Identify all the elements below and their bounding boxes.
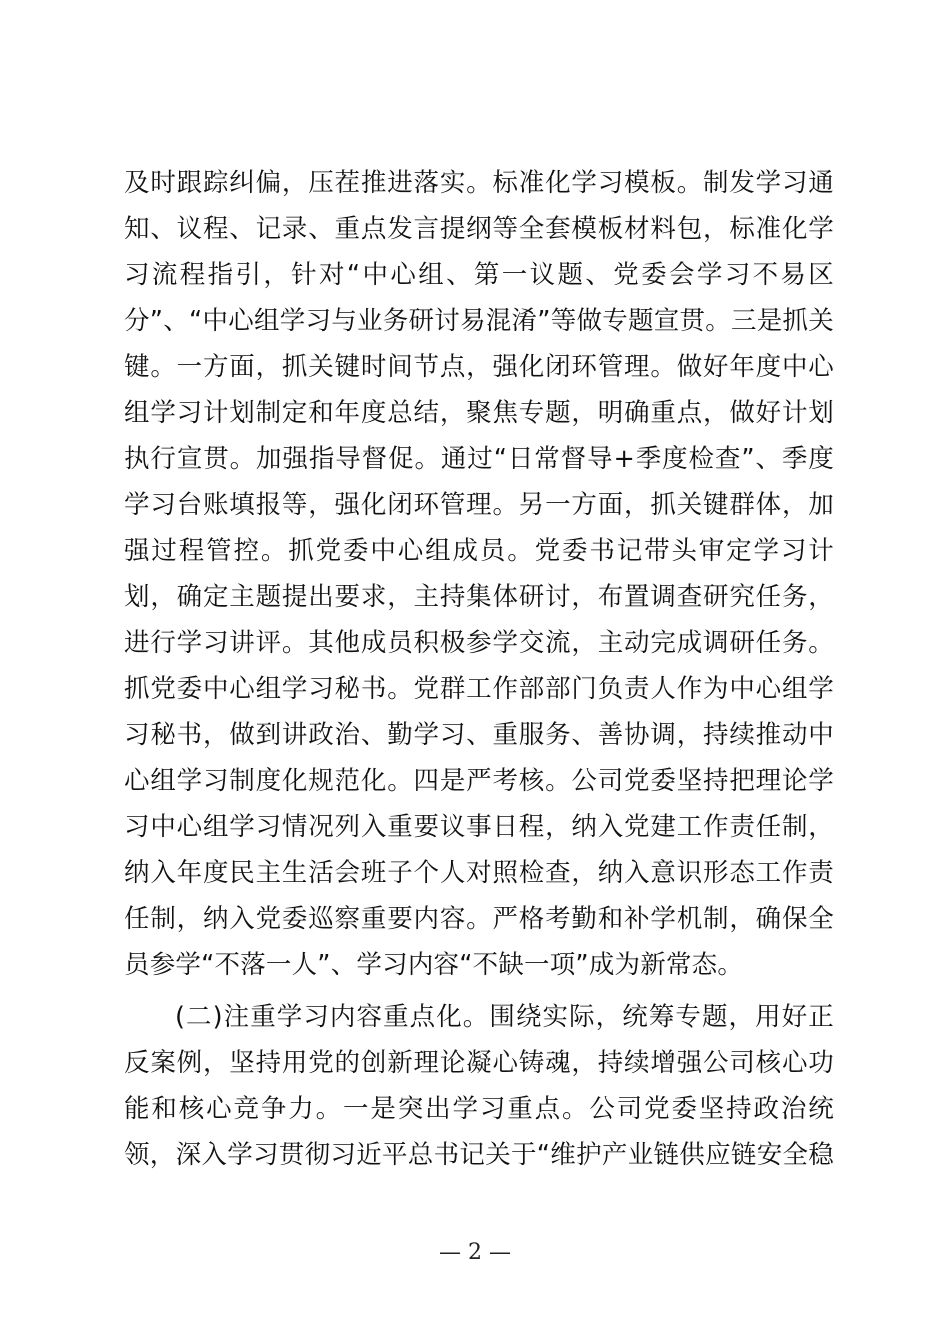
text-line: 执行宣贯。加强指导督促。通过“日常督导+季度检查”、季度 xyxy=(124,444,834,474)
text-line: 及时跟踪纠偏，压茬推进落实。标准化学习模板。制发学习通 xyxy=(124,168,834,198)
text-line: 抓党委中心组学习秘书。党群工作部部门负责人作为中心组学 xyxy=(124,674,834,704)
text-line: 任制，纳入党委巡察重要内容。严格考勤和补学机制，确保全 xyxy=(124,904,834,934)
text-line: 员参学“不落一人”、学习内容“不缺一项”成为新常态。 xyxy=(124,950,744,980)
page-number: — 2 — xyxy=(439,1240,511,1265)
text-line: 心组学习制度化规范化。四是严考核。公司党委坚持把理论学 xyxy=(124,766,834,796)
text-line: 习中心组学习情况列入重要议事日程，纳入党建工作责任制， xyxy=(124,812,834,842)
text-line: 领，深入学习贯彻习近平总书记关于“维护产业链供应链安全稳 xyxy=(124,1140,834,1170)
text-line: 知、议程、记录、重点发言提纲等全套模板材料包，标准化学 xyxy=(124,214,834,244)
text-line: 划，确定主题提出要求，主持集体研讨，布置调查研究任务， xyxy=(124,582,834,612)
text-line: 分”、“中心组学习与业务研讨易混淆”等做专题宣贯。三是抓关 xyxy=(124,306,834,336)
text-line: 键。一方面，抓关键时间节点，强化闭环管理。做好年度中心 xyxy=(124,352,834,382)
text-line: 进行学习讲评。其他成员积极参学交流，主动完成调研任务。 xyxy=(124,628,834,658)
section-heading-line: (二)注重学习内容重点化。围绕实际，统筹专题，用好正 xyxy=(175,1002,834,1032)
text-line: 习流程指引，针对“中心组、第一议题、党委会学习不易区 xyxy=(124,260,834,290)
text-line: 纳入年度民主生活会班子个人对照检查，纳入意识形态工作责 xyxy=(124,858,834,888)
text-line: 能和核心竞争力。一是突出学习重点。公司党委坚持政治统 xyxy=(124,1094,834,1124)
body-text xyxy=(124,160,834,1178)
text-line: 组学习计划制定和年度总结，聚焦专题，明确重点，做好计划 xyxy=(124,398,834,428)
text-line: 反案例，坚持用党的创新理论凝心铸魂，持续增强公司核心功 xyxy=(124,1048,834,1078)
text-line: 学习台账填报等，强化闭环管理。另一方面，抓关键群体，加 xyxy=(124,490,834,520)
text-line: 习秘书，做到讲政治、勤学习、重服务、善协调，持续推动中 xyxy=(124,720,834,750)
text-line: 强过程管控。抓党委中心组成员。党委书记带头审定学习计 xyxy=(124,536,834,566)
